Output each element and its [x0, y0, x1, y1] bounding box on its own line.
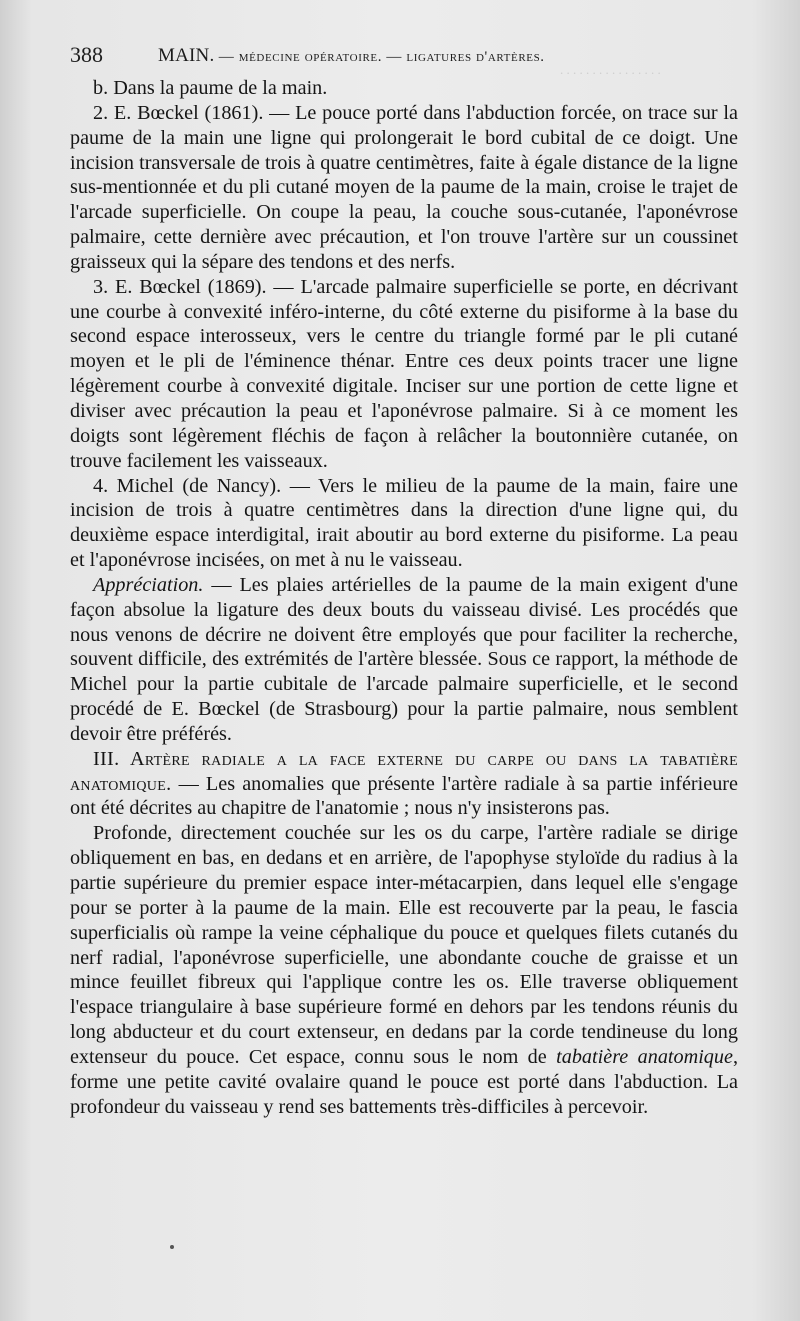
radial-course-text-a: Profonde, directement couchée sur les os du carpe, l'artère radiale se dirige obliquement en bas, en dedans et en arrière, de l'apophyse styloïde du radius à la partie supérieure du premier espace inter-métacarpien, dans lequel elle s'engage pour se porter à la paume de la main. Elle est recouverte par la peau, le fascia superficialis où rampe la veine céphalique du pouce et quelques filets cutanés du nerf radial, l'aponévrose superficielle, une abondante couche de graisse et un mince feuillet fibreux qui l'applique contre les os. Elle traverse obliquement l'espace triangulaire à base supérieure formé en dehors par les tendons réunis du long abducteur et du court extenseur, en dedans par la corde tendineuse du long extenseur du pouce. Cet espace, connu sous le nom de — [70, 822, 738, 1068]
running-head-main: MAIN. — [158, 45, 215, 66]
paragraph-michel: 4. Michel (de Nancy). — Vers le milieu de la paume de la main, faire une incision de trois à quatre centimètres dans la direction d'une ligne qui, du deuxième espace interdigital, irait aboutir au bord externe du pisiforme. La peau et l'aponévrose incisées, on met à nu le vaisseau. — [70, 474, 738, 572]
running-head-rest: — médecine opératoire. — ligatures d'artères. — [214, 49, 545, 65]
running-head — [158, 45, 545, 67]
page-number: 388 — [70, 42, 103, 67]
paragraph-boeckel-1869: 3. E. Bœckel (1869). — L'arcade palmaire superficielle se porte, en décrivant une courbe à convexité inféro-interne, du côté externe du pisiforme à la base du second espace interosseux, vers le centre du triangle formé par le pli cutané moyen et le pli de l'éminence thénar. Entre ces deux points tracer une ligne légèrement courbe à convexité digitale. Inciser sur une portion de cette ligne et diviser avec précaution la peau et l'aponévrose palmaire. Si à ce moment les doigts sont légèrement fléchis de façon à relâcher la boutonnière cutanée, on trouve facilement les vaisseaux. — [70, 275, 738, 472]
paragraph-radial-course — [70, 821, 738, 1119]
tabatiere-term: tabatière anatomique — [556, 1045, 733, 1068]
paragraph-boeckel-1861: 2. E. Bœckel (1861). — Le pouce porté dans l'abduction forcée, on trace sur la paume de la main une ligne qui prolongerait le bord cubital de ce doigt. Une incision transversale de trois à quatre centimètres, faite à égale distance de la ligne sus-mentionnée et du pli cutané moyen de la paume de la main, croise le trajet de l'arcade superficielle. On coupe la peau, la couche sous-cutanée, l'aponévrose palmaire, cette dernière avec précaution, et l'on trouve l'artère sur un coussinet graisseux qui la sépare des tendons et des nerfs. — [70, 101, 738, 273]
section-heading-radial: III. Artère radiale a la face externe du carpe ou dans la tabatière anatomique. — [70, 747, 738, 795]
paragraph-palm-heading: b. Dans la paume de la main. — [93, 77, 328, 99]
paragraph-radial-artery — [70, 747, 738, 822]
show-through-text: . . . . . . . . . . . . . . . . — [560, 62, 661, 77]
page-header — [70, 40, 750, 70]
appreciation-text: — Les plaies artérielles de la paume de la main exigent d'une façon absolue la ligature des deux bouts du vaisseau divisé. Les procédés que nous venons de décrire ne doivent être employés que pour faciliter la recherche, souvent difficile, des extrémités de l'artère blessée. Sous ce rapport, la méthode de Michel pour la partie cubitale de l'arcade palmaire superficielle, et le second procédé de E. Bœckel (de Strasbourg) pour la partie palmaire, nous semblent devoir être préférés. — [70, 573, 738, 745]
paragraph-appreciation — [70, 573, 738, 747]
body-text — [70, 76, 738, 1119]
radial-artery-text: — Les anomalies que présente l'artère radiale à sa partie inférieure ont été décrites au chapitre de l'anatomie ; nous n'y insisterons pas. — [70, 772, 738, 820]
radial-course-text-b: , forme une petite cavité ovalaire quand le pouce est porté dans l'abduction. La profondeur du vaisseau y rend ses battements très-difficiles à percevoir. — [70, 1045, 738, 1118]
ink-speck — [170, 1245, 174, 1249]
appreciation-label: Appréciation. — [93, 573, 204, 596]
